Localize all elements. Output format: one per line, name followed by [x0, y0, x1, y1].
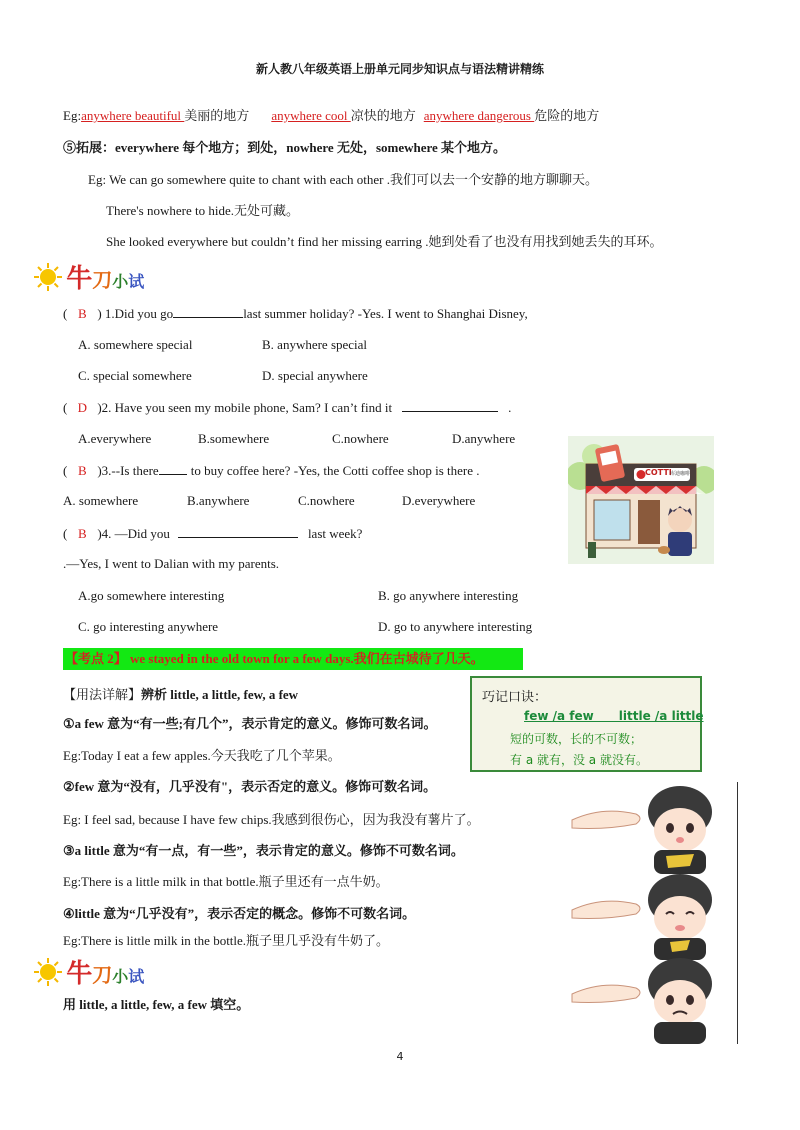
q1-stem-rest: last summer holiday? -Yes. I went to Shanghai Disney,	[243, 306, 528, 321]
niudao-char-3: 小	[112, 967, 129, 986]
q2-stem-rest: .	[508, 400, 512, 415]
exercise-instruction: 用 little, a little, few, a few 填空。	[63, 997, 250, 1012]
q4-stem: )4. —Did you	[97, 526, 170, 541]
niudao-char-4: 试	[128, 967, 145, 986]
q3-stem-rest: to buy coffee here? -Yes, the Cotti coffee shop is there .	[190, 463, 480, 478]
extend-eg-3: She looked everywhere but couldn’t find her missing earring .她到处看了也没有用找到她丢失的耳环。	[106, 234, 663, 249]
tip-line-1: 短的可数，长的不可数；	[510, 732, 643, 746]
phrase-anywhere-beautiful: anywhere beautiful	[81, 108, 185, 123]
q1-option-a: A. somewhere special	[78, 337, 193, 352]
niudao-char-4: 试	[128, 272, 145, 291]
extend-eg-2: There's nowhere to hide.无处可藏。	[106, 203, 299, 218]
quiz1-question-1	[63, 305, 528, 322]
eg-prefix: Eg:	[63, 108, 82, 123]
usage-label: 【用法详解】	[63, 687, 142, 702]
niudao-char-1: 牛	[66, 959, 93, 989]
kaodian-text: we stayed in the old town for a few days.我们在古城待了几天。	[126, 651, 484, 666]
q4-blank	[178, 525, 298, 538]
usage-heading	[63, 684, 298, 703]
q4-stem-rest: last week?	[307, 526, 363, 541]
q3-option-c: C.nowhere	[298, 493, 355, 508]
usage-point-4: ④little 意为“几乎没有”，表示否定的概念。修饰不可数名词。	[63, 906, 416, 921]
quiz1-question-4	[63, 525, 362, 542]
q2-stem: )2. Have you seen my mobile phone, Sam? I can’t find it	[97, 400, 393, 415]
q2-blank	[402, 399, 498, 412]
q2-option-c: C.nowhere	[332, 431, 389, 446]
q2-option-a: A.everywhere	[78, 431, 152, 446]
page-header: 新人教八年级英语上册单元同步知识点与语法精讲精练	[255, 62, 544, 76]
usage-point-1-eg: Eg:Today I eat a few apples.今天我吃了几个苹果。	[63, 748, 341, 763]
usage-point-2: ②few 意为“没有，几乎没有"，表示否定的意义。修饰可数名词。	[63, 779, 437, 794]
tip-words: few /a few little /a little	[524, 709, 704, 723]
page-number: 4	[396, 1050, 404, 1063]
q1-open-paren: (	[63, 306, 68, 321]
q1-option-b: B. anywhere special	[262, 337, 368, 352]
shop-sign-brand: COTTI	[645, 468, 672, 477]
q4-option-d: D. go to anywhere interesting	[378, 619, 533, 634]
phrase-anywhere-dangerous: anywhere dangerous	[423, 108, 535, 123]
sun-icon	[33, 262, 63, 292]
niudao-char-3: 小	[112, 272, 129, 291]
extend-eg-1: Eg: We can go somewhere quite to chant with each other .我们可以去一个安静的地方聊聊天。	[88, 172, 598, 187]
q4-reply: .—Yes, I went to Dalian with my parents.	[63, 556, 280, 571]
q2-option-d: D.anywhere	[452, 431, 516, 446]
q1-blank	[173, 305, 243, 318]
q1-answer: B	[78, 306, 87, 321]
mnemonic-tip-box	[470, 676, 702, 772]
niudao-section-title	[33, 258, 144, 295]
q4-answer: B	[78, 526, 87, 541]
usage-point-4-eg: Eg:There is little milk in the bottle.瓶子里几乎没有牛奶了。	[63, 933, 390, 948]
q3-stem: )3.--Is there	[97, 463, 159, 478]
usage-point-2-eg: Eg: I feel sad, because I have few chips.我感到很伤心，因为我没有薯片了。	[63, 812, 480, 827]
niudao-char-2: 刀	[92, 268, 113, 292]
extend-line	[63, 137, 506, 156]
quiz1-question-2	[63, 399, 511, 416]
extend-text: everywhere 每个地方；到处，nowhere 无处，somewhere 某个地方。	[115, 140, 507, 155]
usage-title: 辨析 little, a little, few, a few	[141, 687, 299, 702]
q3-open-paren: (	[63, 463, 68, 478]
q2-answer: D	[77, 400, 88, 415]
q4-option-a: A.go somewhere interesting	[78, 588, 225, 603]
phrase-anywhere-cool: anywhere cool	[271, 108, 351, 123]
shop-sign-sub: 库迪咖啡	[670, 471, 691, 477]
quiz1-question-3	[63, 462, 480, 479]
extend-label: ⑤拓展：	[63, 140, 116, 155]
tip-title: 巧记口诀：	[482, 690, 548, 705]
kaodian-label: 【考点 2】	[65, 651, 127, 666]
niudao-char-1: 牛	[66, 264, 93, 294]
q4-option-c: C. go interesting anywhere	[78, 619, 219, 634]
q4-option-b: B. go anywhere interesting	[378, 588, 519, 603]
usage-point-3-eg: Eg:There is a little milk in that bottle.瓶子里还有一点牛奶。	[63, 874, 389, 889]
niudao-char-2: 刀	[92, 963, 113, 987]
q1-option-d: D. special anywhere	[262, 368, 368, 383]
coffee-shop-illustration	[568, 436, 714, 564]
q1-stem: ) 1.Did you go	[97, 306, 174, 321]
eg-anywhere-line	[63, 105, 599, 124]
q3-answer: B	[78, 463, 87, 478]
kaodian-2-banner	[63, 648, 523, 670]
coffee-shop-image	[568, 436, 714, 564]
q2-option-b: B.somewhere	[198, 431, 270, 446]
illustration-divider	[737, 782, 738, 1044]
niudao-section-title-2	[33, 953, 144, 990]
usage-point-1: ①a few 意为“有一些;有几个”，表示肯定的意义。修饰可数名词。	[63, 716, 437, 731]
q3-blank	[159, 462, 187, 475]
meaning-cool: 凉快的地方	[350, 108, 416, 123]
q4-open-paren: (	[63, 526, 68, 541]
usage-point-3: ③a little 意为“有一点，有一些”，表示肯定的意义。修饰不可数名词。	[63, 843, 464, 858]
sun-icon	[33, 957, 63, 987]
q3-option-a: A. somewhere	[63, 493, 139, 508]
tip-line-2: 有 a 就有，没 a 就没有。	[510, 753, 648, 767]
meaning-dangerous: 危险的地方	[534, 108, 600, 123]
few-chips-illustration	[570, 782, 736, 1046]
meaning-beautiful: 美丽的地方	[184, 108, 250, 123]
q3-option-d: D.everywhere	[402, 493, 476, 508]
q1-option-c: C. special somewhere	[78, 368, 192, 383]
q3-option-b: B.anywhere	[187, 493, 250, 508]
q2-open-paren: (	[63, 400, 68, 415]
